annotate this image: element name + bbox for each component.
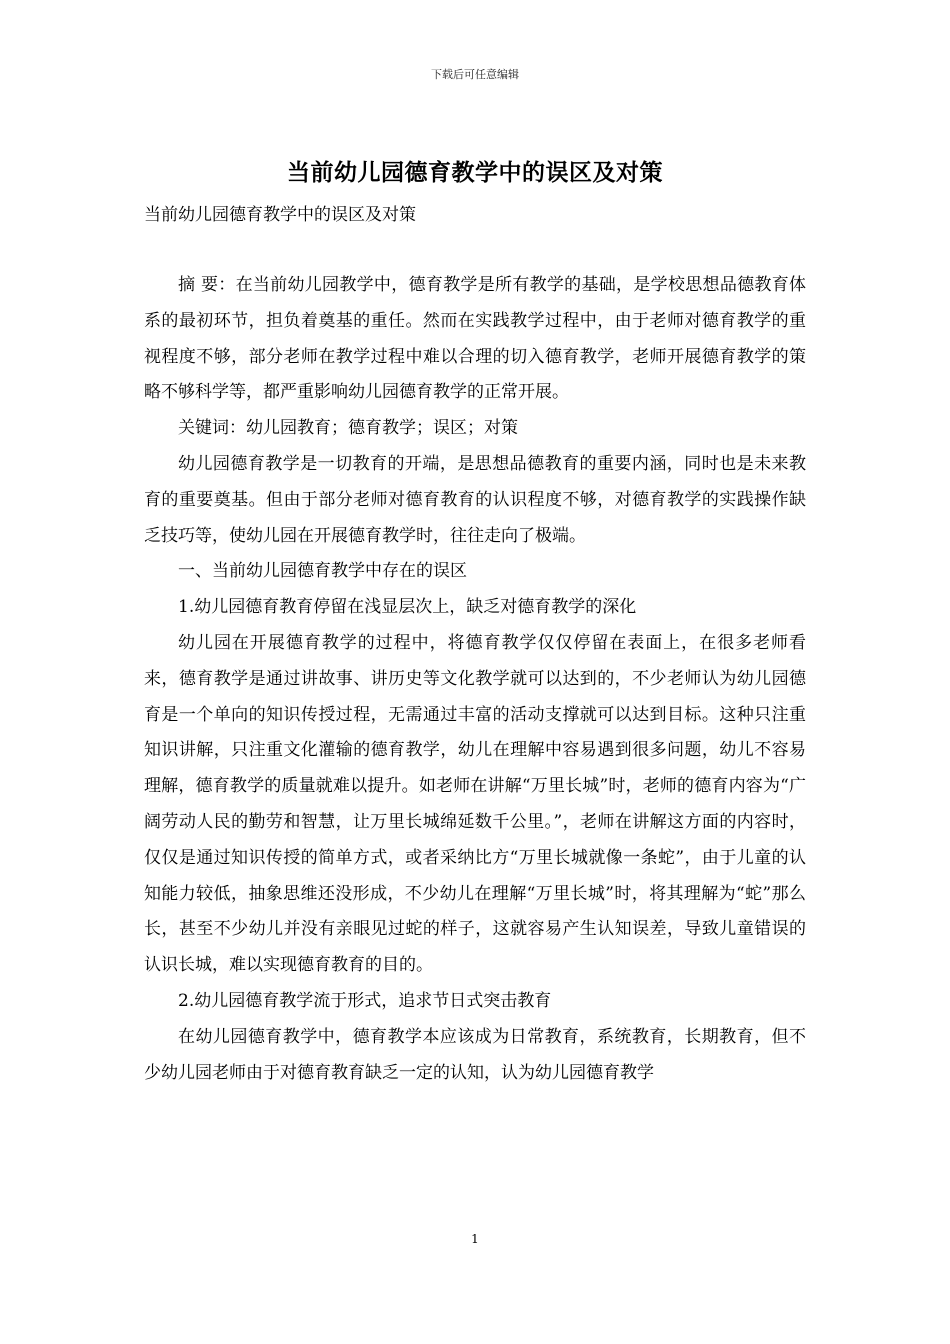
page-header: 下载后可任意编辑 [431, 68, 519, 81]
document-subtitle: 当前幼儿园德育教学中的误区及对策 [144, 205, 416, 225]
keywords-paragraph: 关键词：幼儿园教育；德育教学；误区；对策 [178, 418, 518, 439]
body-paragraph: 在幼儿园德育教学中，德育教学本应该成为日常教育，系统教育，长期教育，但不少幼儿园老师由于对德育教育缺乏一定的认知，认为幼儿园德育教学 [144, 1026, 806, 1083]
subsection-heading: 2.幼儿园德育教学流于形式，追求节日式突击教育 [178, 990, 552, 1011]
abstract-paragraph: 摘 要：在当前幼儿园教学中，德育教学是所有教学的基础，是学校思想品德教育体系的最初环节，担负着奠基的重任。然而在实践教学过程中，由于老师对德育教学的重视程度不够，部分老师在教学过程中难以合理的切入德育教学，老师开展德育教学的策略不够科学等，都严重影响幼儿园德育教学的正常开展。 [144, 275, 806, 403]
document-body [144, 268, 806, 1091]
section-heading: 一、当前幼儿园德育教学中存在的误区 [178, 561, 467, 582]
body-paragraph: 幼儿园在开展德育教学的过程中，将德育教学仅仅停留在表面上，在很多老师看来，德育教学是通过讲故事、讲历史等文化教学就可以达到的，不少老师认为幼儿园德育是一个单向的知识传授过程，无需通过丰富的活动支撑就可以达到目标。这种只注重知识讲解，只注重文化灌输的德育教学，幼儿在理解中容易遇到很多问题，幼儿不容易理解，德育教学的质量就难以提升。如老师在讲解“万里长城”时，老师的德育内容为“广阔劳动人民的勤劳和智慧，让万里长城绵延数千公里。”，老师在讲解这方面的内容时，仅仅是通过知识传授的简单方式，或者采纳比方“万里长城就像一条蛇”，由于儿童的认知能力较低，抽象思维还没形成，不少幼儿在理解“万里长城”时，将其理解为“蛇”那么长，甚至不少幼儿并没有亲眼见过蛇的样子，这就容易产生认知误差，导致儿童错误的认识长城，难以实现德育教育的目的。 [144, 632, 806, 976]
page-number: 1 [471, 1232, 479, 1246]
intro-paragraph: 幼儿园德育教学是一切教育的开端，是思想品德教育的重要内涵，同时也是未来教育的重要奠基。但由于部分老师对德育教育的认识程度不够，对德育教学的实践操作缺乏技巧等，使幼儿园在开展德育教学时，往往走向了极端。 [144, 453, 806, 546]
document-title: 当前幼儿园德育教学中的误区及对策 [287, 159, 663, 186]
subsection-heading: 1.幼儿园德育教育停留在浅显层次上，缺乏对德育教学的深化 [178, 597, 637, 618]
